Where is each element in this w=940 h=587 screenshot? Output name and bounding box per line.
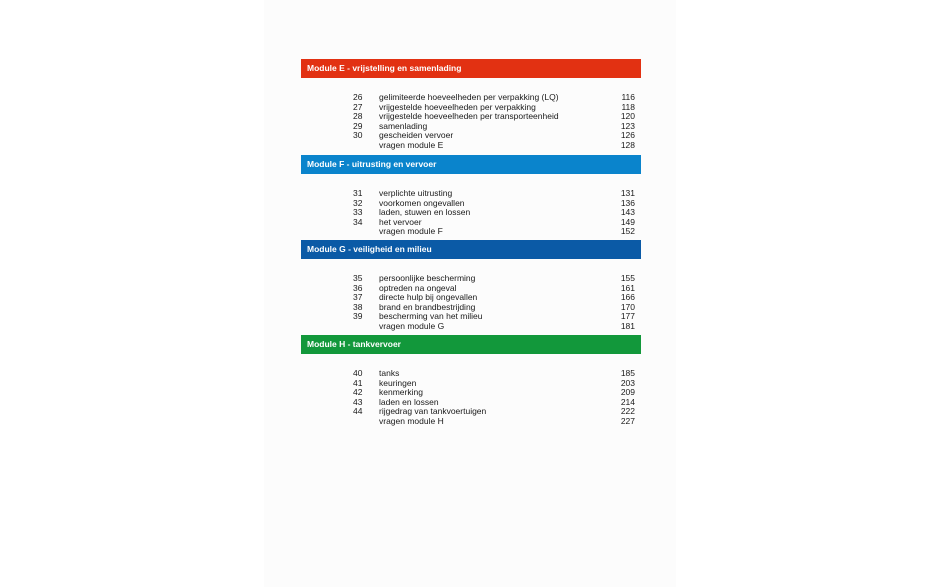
page-number: 143 <box>620 207 635 217</box>
page-number: 116 <box>621 92 635 102</box>
chapter-title: directe hulp bij ongevallen <box>379 292 478 302</box>
chapter-title: laden, stuwen en lossen <box>379 207 471 217</box>
page-number: 161 <box>620 282 635 293</box>
chapter-number: 41 <box>353 377 363 388</box>
toc-row <box>301 141 641 151</box>
toc-row <box>301 322 641 332</box>
module-e-section <box>301 59 641 150</box>
chapter-title: vragen module F <box>379 226 443 236</box>
chapter-title: bescherming van het milieu <box>379 311 483 321</box>
chapter-title: verplichte uitrusting <box>379 188 453 198</box>
page-number: 203 <box>620 377 635 388</box>
chapter-title: samenlading <box>379 120 428 131</box>
module-g-chapter-list <box>301 274 641 331</box>
module-h-section <box>301 335 641 426</box>
chapter-number: 30 <box>353 130 363 140</box>
chapter-title: optreden na ongeval <box>379 282 457 293</box>
toc-row <box>301 112 641 122</box>
toc-row <box>301 417 641 427</box>
toc-row <box>301 208 641 218</box>
chapter-number: 26 <box>353 92 363 102</box>
page-number: 155 <box>620 273 635 283</box>
page-number: 166 <box>620 292 635 302</box>
module-f-header: Module F - uitrusting en vervoer <box>301 155 641 174</box>
chapter-title: kenmerking <box>379 387 423 397</box>
page-number: 214 <box>620 396 635 407</box>
chapter-number: 29 <box>353 120 363 131</box>
chapter-number: 32 <box>353 197 363 208</box>
toc-row <box>301 312 641 322</box>
page-number: 126 <box>620 130 635 140</box>
page-number: 177 <box>620 311 635 321</box>
page-number: 128 <box>620 139 635 150</box>
toc-row <box>301 388 641 398</box>
page-number: 181 <box>620 320 635 331</box>
chapter-title: vragen module G <box>379 320 445 331</box>
page-number: 120 <box>620 111 635 121</box>
module-h-header: Module H - tankvervoer <box>301 335 641 354</box>
chapter-title: brand en brandbestrijding <box>379 301 476 312</box>
chapter-title: vragen module E <box>379 139 444 150</box>
toc-row <box>301 218 641 228</box>
chapter-title: vrijgestelde hoeveelheden per verpakking <box>379 101 536 112</box>
module-e-chapter-list <box>301 93 641 150</box>
chapter-number: 36 <box>353 282 363 293</box>
chapter-title: gelimiteerde hoeveelheden per verpakking (LQ) <box>379 92 559 102</box>
toc-row <box>301 199 641 209</box>
chapter-number: 33 <box>353 207 363 217</box>
page-number: 152 <box>620 226 635 236</box>
chapter-title: het vervoer <box>379 216 422 227</box>
chapter-number: 27 <box>353 101 363 112</box>
toc-row <box>301 227 641 237</box>
toc-row <box>301 122 641 132</box>
chapter-number: 44 <box>353 406 363 416</box>
chapter-title: voorkomen ongevallen <box>379 197 465 208</box>
chapter-title: gescheiden vervoer <box>379 130 454 140</box>
chapter-title: rijgedrag van tankvoertuigen <box>379 406 487 416</box>
chapter-number: 40 <box>353 368 363 378</box>
chapter-title: laden en lossen <box>379 396 439 407</box>
toc-row <box>301 379 641 389</box>
page-number: 170 <box>620 301 635 312</box>
toc-row <box>301 131 641 141</box>
module-e-header: Module E - vrijstelling en samenlading <box>301 59 641 78</box>
chapter-title: vragen module H <box>379 415 444 426</box>
chapter-number: 28 <box>353 111 363 121</box>
page-number: 227 <box>620 415 635 426</box>
toc-row <box>301 407 641 417</box>
toc-row <box>301 369 641 379</box>
page-number: 136 <box>620 197 635 208</box>
chapter-number: 37 <box>353 292 363 302</box>
chapter-number: 31 <box>353 188 363 198</box>
chapter-number: 43 <box>353 396 363 407</box>
page-number: 185 <box>620 368 635 378</box>
chapter-title: vrijgestelde hoeveelheden per transporteenheid <box>379 111 559 121</box>
toc-row <box>301 189 641 199</box>
chapter-number: 34 <box>353 216 363 227</box>
chapter-title: keuringen <box>379 377 417 388</box>
page-number: 149 <box>620 216 635 227</box>
toc-row <box>301 274 641 284</box>
page-number: 123 <box>620 120 635 131</box>
chapter-number: 42 <box>353 387 363 397</box>
chapter-number: 38 <box>353 301 363 312</box>
chapter-number: 39 <box>353 311 363 321</box>
module-g-header: Module G - veiligheid en milieu <box>301 240 641 259</box>
chapter-title: persoonlijke bescherming <box>379 273 476 283</box>
module-f-chapter-list <box>301 189 641 237</box>
module-f-section <box>301 155 641 237</box>
module-g-section <box>301 240 641 331</box>
chapter-title: tanks <box>379 368 400 378</box>
chapter-number: 35 <box>353 273 363 283</box>
page-number: 222 <box>620 406 635 416</box>
module-h-chapter-list <box>301 369 641 426</box>
page-number: 131 <box>620 188 635 198</box>
page-number: 118 <box>621 101 635 112</box>
page-number: 209 <box>620 387 635 397</box>
